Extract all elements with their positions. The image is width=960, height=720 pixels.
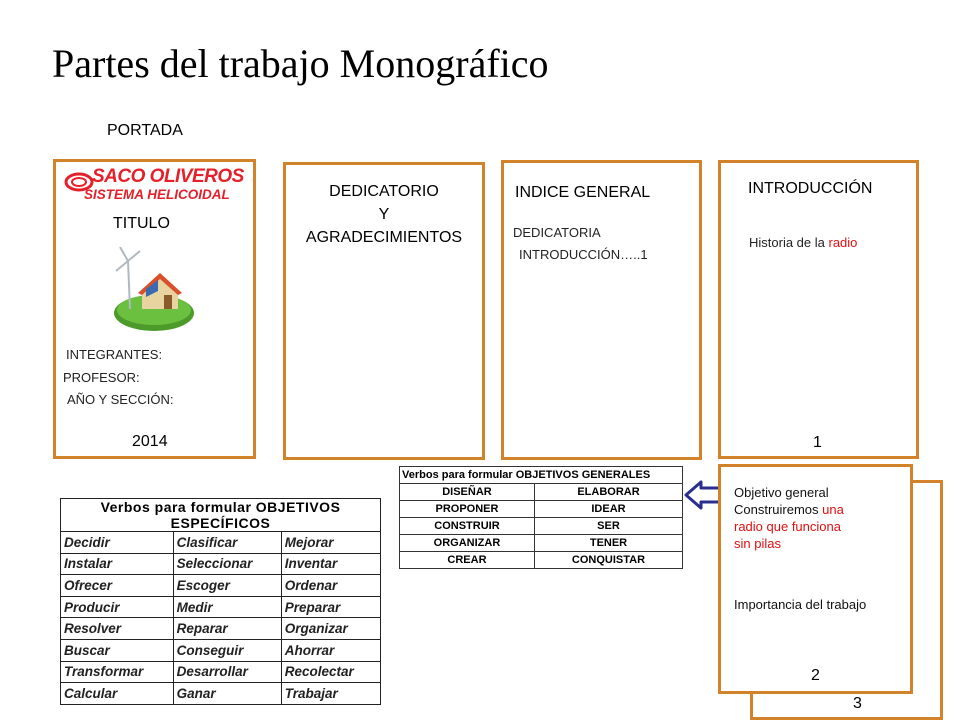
objetivo-line-2 (734, 501, 909, 518)
table-cell: Recolectar (281, 661, 380, 683)
dedicatorio-card (283, 162, 485, 460)
table-cell: Reparar (173, 618, 281, 640)
indice-heading: INDICE GENERAL (515, 184, 651, 201)
table-cell: Desarrollar (173, 661, 281, 683)
indice-item-2: INTRODUCCIÓN…..1 (519, 247, 648, 262)
table-row (61, 553, 381, 575)
table-cell: Ahorrar (281, 639, 380, 661)
objetivos-especificos-table (60, 498, 381, 705)
table-cell: DISEÑAR (400, 484, 535, 501)
objetivo-text-red-2: radio que funciona (734, 519, 841, 534)
logo-line2: SISTEMA HELICOIDAL (84, 187, 230, 202)
table-row (400, 501, 683, 518)
indice-card (501, 160, 702, 460)
logo (64, 166, 249, 206)
objetivo-text (734, 484, 909, 552)
objetivo-heading: Objetivo general (734, 485, 829, 500)
table-cell: CONSTRUIR (400, 518, 535, 535)
anio-seccion-label: AÑO Y SECCIÓN: (67, 392, 174, 407)
table-row (400, 484, 683, 501)
objetivo-text-red-3: sin pilas (734, 536, 781, 551)
table-cell: Clasificar (173, 532, 281, 554)
dedicatorio-text (286, 180, 482, 249)
table-cell: Ganar (173, 683, 281, 705)
table-row (61, 618, 381, 640)
logo-line1: SACO OLIVEROS (92, 166, 244, 187)
table-cell: PROPONER (400, 501, 535, 518)
dedicatorio-line2: Y (378, 206, 390, 223)
table-cell: Calcular (61, 683, 174, 705)
table-row (400, 518, 683, 535)
table-cell: IDEAR (534, 501, 682, 518)
table-cell: Mejorar (281, 532, 380, 554)
portada-card (53, 159, 256, 459)
introduccion-text-red: radio (828, 235, 858, 250)
table-cell: Instalar (61, 553, 174, 575)
table-cell: Decidir (61, 532, 174, 554)
objetivo-text-red-1: una (822, 502, 844, 517)
table-cell: Seleccionar (173, 553, 281, 575)
table-cell: Producir (61, 596, 174, 618)
table-row (61, 683, 381, 705)
objetivo-front-page: 2 (811, 667, 820, 684)
introduccion-text (749, 235, 857, 250)
table-cell: ELABORAR (534, 484, 682, 501)
table-cell: Medir (173, 596, 281, 618)
table-row (61, 575, 381, 597)
table-row (61, 596, 381, 618)
slide-title: Partes del trabajo Monográfico (52, 41, 549, 86)
dedicatorio-line1: DEDICATORIO (329, 183, 439, 200)
table-cell: CONQUISTAR (534, 552, 682, 569)
objetivo-text-black: Construiremos (734, 502, 823, 517)
table-cell: ORGANIZAR (400, 535, 535, 552)
introduccion-text-black: Historia de la (749, 235, 829, 250)
table-row (400, 552, 683, 569)
table-cell: Ordenar (281, 575, 380, 597)
objetivos-especificos-header: Verbos para formular OBJETIVOS ESPECÍFICOS (61, 499, 381, 532)
table-cell: Resolver (61, 618, 174, 640)
profesor-label: PROFESOR: (63, 370, 140, 385)
indice-item-1: DEDICATORIA (513, 225, 601, 240)
table-row (61, 639, 381, 661)
table-row (61, 532, 381, 554)
table-cell: Ofrecer (61, 575, 174, 597)
table-row (400, 535, 683, 552)
introduccion-page: 1 (813, 434, 822, 451)
table-cell: Preparar (281, 596, 380, 618)
integrantes-label: INTEGRANTES: (66, 347, 163, 362)
introduccion-card (718, 160, 919, 459)
table-cell: Inventar (281, 553, 380, 575)
portada-heading: PORTADA (107, 122, 183, 139)
table-cell: Escoger (173, 575, 281, 597)
objetivos-generales-table (399, 466, 683, 569)
objetivos-generales-header: Verbos para formular OBJETIVOS GENERALES (400, 467, 683, 484)
table-cell: Buscar (61, 639, 174, 661)
portada-year: 2014 (132, 433, 168, 450)
table-cell: Organizar (281, 618, 380, 640)
introduccion-heading: INTRODUCCIÓN (748, 180, 873, 197)
table-cell: Trabajar (281, 683, 380, 705)
table-cell: CREAR (400, 552, 535, 569)
importancia-label: Importancia del trabajo (734, 597, 867, 612)
dedicatorio-line3: AGRADECIMIENTOS (305, 229, 463, 246)
table-cell: Transformar (61, 661, 174, 683)
objetivo-back-page: 3 (853, 695, 862, 712)
titulo-label: TITULO (113, 215, 170, 232)
table-cell: TENER (534, 535, 682, 552)
wind-turbine-house-icon (110, 247, 196, 333)
table-row (61, 661, 381, 683)
objetivo-front-card (718, 464, 913, 694)
table-cell: Conseguir (173, 639, 281, 661)
table-cell: SER (534, 518, 682, 535)
